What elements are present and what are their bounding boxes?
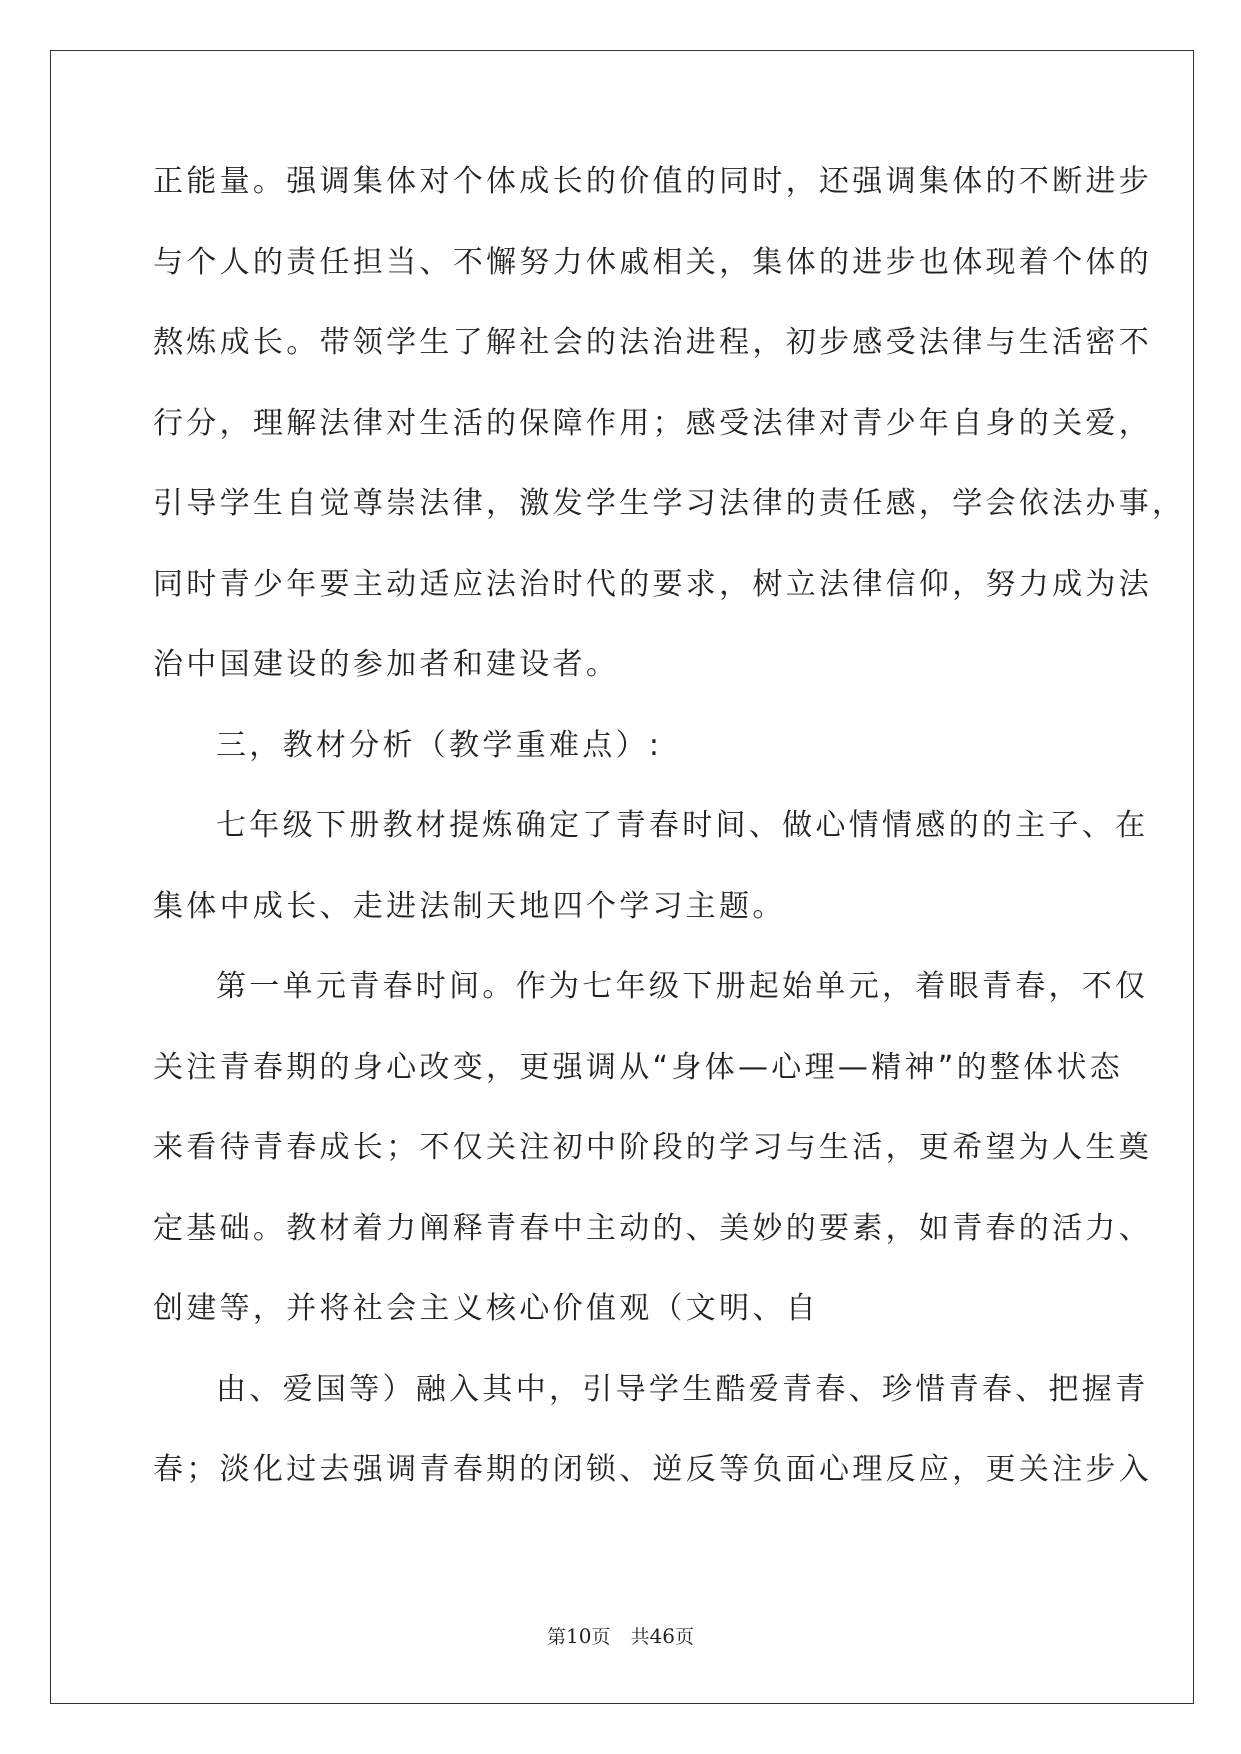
text-line: 创建等，并将社会主义核心价值观（文明、自: [153, 1291, 819, 1326]
footer-total-suffix: 页: [674, 1626, 694, 1648]
text-line: 同时青少年要主动适应法治时代的要求，树立法律信仰，努力成为法: [153, 566, 1152, 602]
text-line: 来看待青春成长；不仅关注初中阶段的学习与生活，更希望为人生奠: [153, 1130, 1152, 1165]
document-body: [153, 162, 1186, 1531]
total-page-number: 46: [649, 1624, 675, 1648]
text-line: 行分，理解法律对生活的保障作用；感受法律对青少年自身的关爱，: [153, 405, 1152, 441]
text-line: 治中国建设的参加者和建设者。: [153, 647, 620, 682]
page-footer: [0, 1624, 1241, 1649]
text-line: 集体中成长、走进法制天地四个学习主题。: [153, 888, 786, 924]
text-line: 由、爱国等）融入其中，引导学生酷爱青春、珍惜青春、把握青: [216, 1371, 1149, 1407]
text-line: 定基础。教材着力阐释青春中主动的、美妙的要素，如青春的活力、: [153, 1210, 1152, 1246]
section-heading: 三，教材分析（教学重难点）:: [216, 727, 663, 763]
text-line: 引导学生自觉尊崇法律，激发学生学习法律的责任感，学会依法办事，: [153, 486, 1186, 521]
current-page-number: 10: [566, 1624, 592, 1648]
text-line: 关注青春期的身心改变，更强调从“身体—心理—精神”的整体状态: [153, 1049, 1124, 1085]
footer-total-prefix: 共: [630, 1626, 650, 1648]
text-line: 熬炼成长。带领学生了解社会的法治进程，初步感受法律与生活密不: [153, 325, 1152, 360]
text-line: 第一单元青春时间。作为七年级下册起始单元，着眼青春，不仅: [216, 969, 1149, 1004]
footer-prefix: 第: [547, 1626, 567, 1648]
text-line: 七年级下册教材提炼确定了青春时间、做心情情感的的主子、在: [216, 808, 1149, 843]
text-line: 春；淡化过去强调青春期的闭锁、逆反等负面心理反应，更关注步入: [153, 1452, 1152, 1487]
text-line: 正能量。强调集体对个体成长的价值的同时，还强调集体的不断进步: [153, 164, 1152, 199]
footer-page-word: 页: [591, 1626, 611, 1648]
text-line: 与个人的责任担当、不懈努力休戚相关，集体的进步也体现着个体的: [153, 244, 1152, 280]
